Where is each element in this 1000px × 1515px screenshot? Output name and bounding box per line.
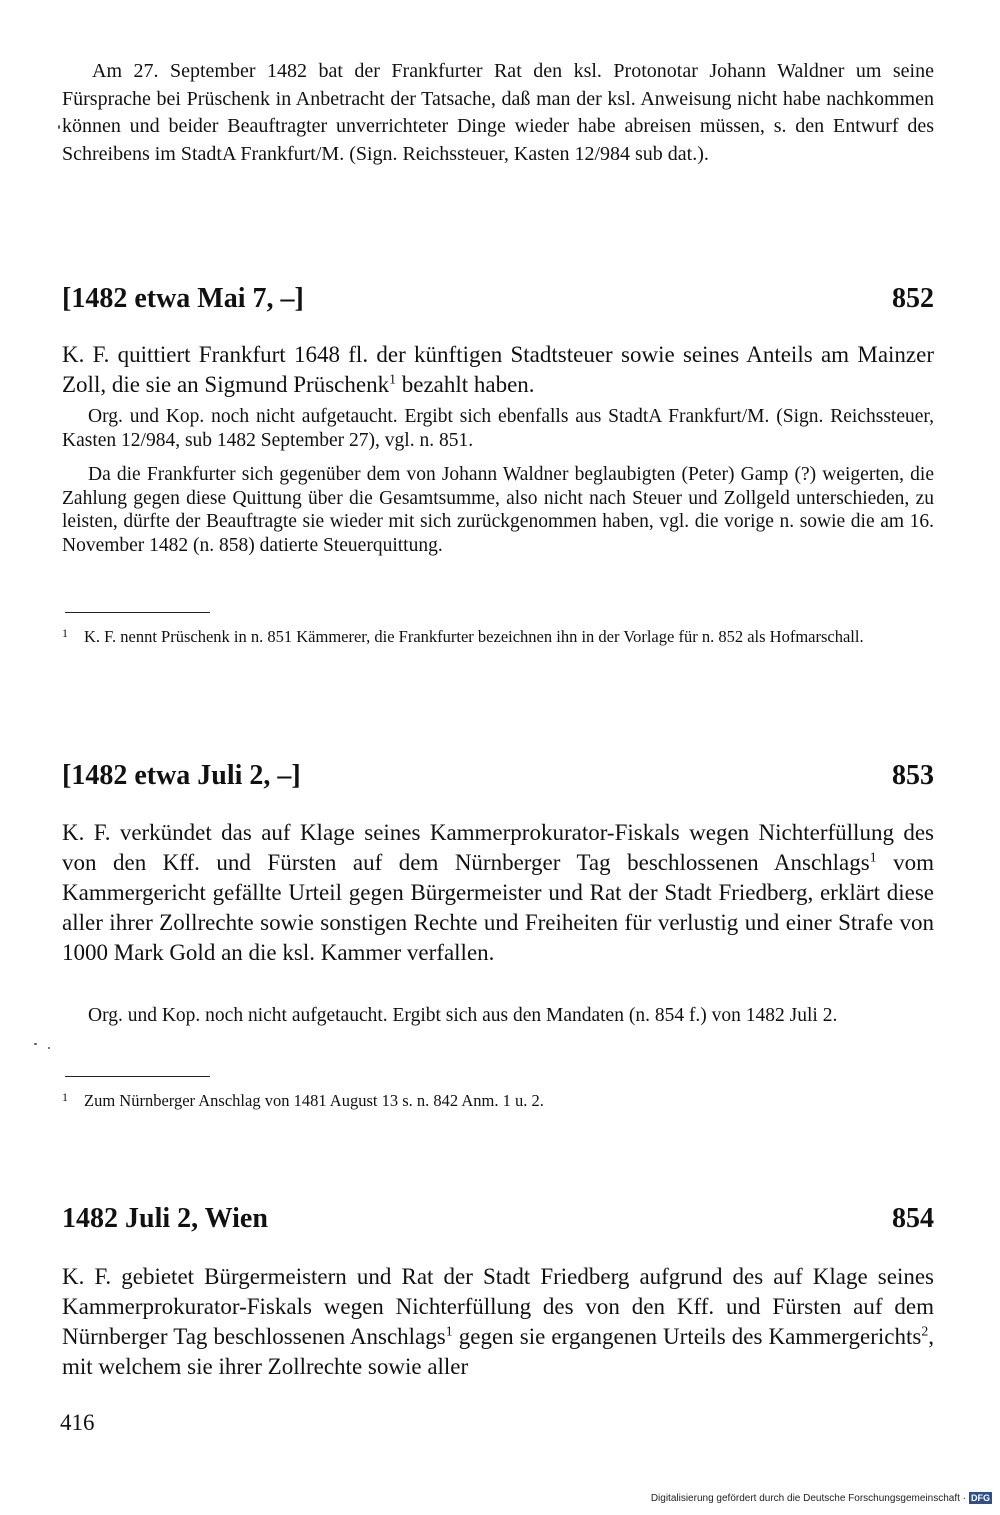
note-853-source: Org. und Kop. noch nicht aufgetaucht. Ergibt sich aus den Mandaten (n. 854 f.) von 1482 Juli 2.	[88, 1005, 838, 1026]
footnote-ref: 2	[921, 1323, 929, 1339]
entry-heading-852	[62, 283, 934, 315]
footnote-rule	[65, 612, 210, 613]
page-number: 416	[60, 1410, 95, 1435]
footnote-ref: 1	[389, 371, 396, 387]
entry-date: 1482 Juli 2, Wien	[62, 1203, 268, 1234]
footnote-number: 1	[62, 1090, 68, 1104]
note-852-source: Org. und Kop. noch nicht aufgetaucht. Ergibt sich ebenfalls aus StadtA Frankfurt/M. (Sign. Reichssteuer, Kasten 12/984, sub 1482 September 27), vgl. n. 851.	[62, 406, 934, 451]
footnote-number: 1	[62, 626, 68, 640]
footnote-ref: 1	[445, 1323, 453, 1339]
entry-number: 852	[892, 283, 934, 314]
digitization-credit	[651, 1492, 992, 1504]
note-852-comment: Da die Frankfurter sich gegenüber dem von Johann Waldner beglaubigten (Peter) Gamp (?) weigerten, die Zahlung gegen diese Quittung über die Gesamtsumme, also nicht nach Steuer und Zollgeld unterschieden, zu leisten, dürfte der Beauftragte sie wieder mit sich zurückgenommen haben, vgl. die vorige n. sowie die am 16. November 1482 (n. 858) datierte Steuerquittung.	[62, 464, 934, 557]
scan-speck	[34, 1043, 37, 1045]
entry-heading-854	[62, 1203, 934, 1235]
footnote-rule	[65, 1076, 210, 1077]
dfg-logo: DFG	[971, 1493, 990, 1503]
intro-paragraph: Am 27. September 1482 bat der Frankfurter Rat den ksl. Protonotar Johann Waldner um seine Fürsprache bei Prüschenk in Anbetracht der Tatsache, daß man der ksl. Anweisung nicht habe nachkommen können und beider Beauftragter unverrichteter Dinge wieder habe abreisen müssen, s. den Entwurf des Schreibens im StadtA Frankfurt/M. (Sign. Reichssteuer, Kasten 12/984 sub dat.).	[62, 60, 934, 165]
scan-speck	[58, 125, 60, 129]
footnote-853: 1 Zum Nürnberger Anschlag von 1481 August 13 s. n. 842 Anm. 1 u. 2.	[62, 1091, 934, 1111]
entry-date: [1482 etwa Juli 2, –]	[62, 760, 301, 791]
entry-heading-853	[62, 760, 934, 792]
regest-852: K. F. quittiert Frankfurt 1648 fl. der künftigen Stadtsteuer sowie seines Anteils am Mainzer Zoll, die sie an Sigmund Prüschenk$^1$ bezahlt haben.	[62, 342, 934, 397]
entry-number: 854	[892, 1203, 934, 1234]
entry-number: 853	[892, 760, 934, 791]
entry-date: [1482 etwa Mai 7, –]	[62, 283, 304, 314]
regest-853: K. F. verkündet das auf Klage seines Kammerprokurator-Fiskals wegen Nichterfüllung des von den Kff. und Fürsten auf dem Nürnberger Tag beschlossenen Anschlags$^1$ vom Kammergericht gefällte Urteil gegen Bürgermeister und Rat der Stadt Friedberg, erklärt diese aller ihrer Zollrechte sowie sonstigen Rechte und Freiheiten für verlustig und einer Strafe von 1000 Mark Gold an die ksl. Kammer verfallen.	[62, 820, 934, 965]
footnote-852: 1 K. F. nennt Prüschenk in n. 851 Kämmerer, die Frankfurter bezeichnen ihn in der Vorlage für n. 852 als Hofmarschall.	[62, 627, 934, 647]
credit-text: Digitalisierung gefördert durch die Deutsche Forschungsgemeinschaft ·	[650, 1492, 966, 1504]
regest-854: K. F. gebietet Bürgermeistern und Rat der Stadt Friedberg aufgrund des auf Klage seines Kammerprokurator-Fiskals wegen Nichterfüllung des von den Kff. und Fürsten auf dem Nürnberger Tag beschlossenen Anschlags$^1$ gegen sie ergangenen Urteils des Kammergerichts$^2$, mit welchem sie ihrer Zollrechte sowie aller	[62, 1264, 934, 1379]
footnote-ref: 1	[869, 849, 877, 865]
scan-speck	[48, 1047, 50, 1049]
